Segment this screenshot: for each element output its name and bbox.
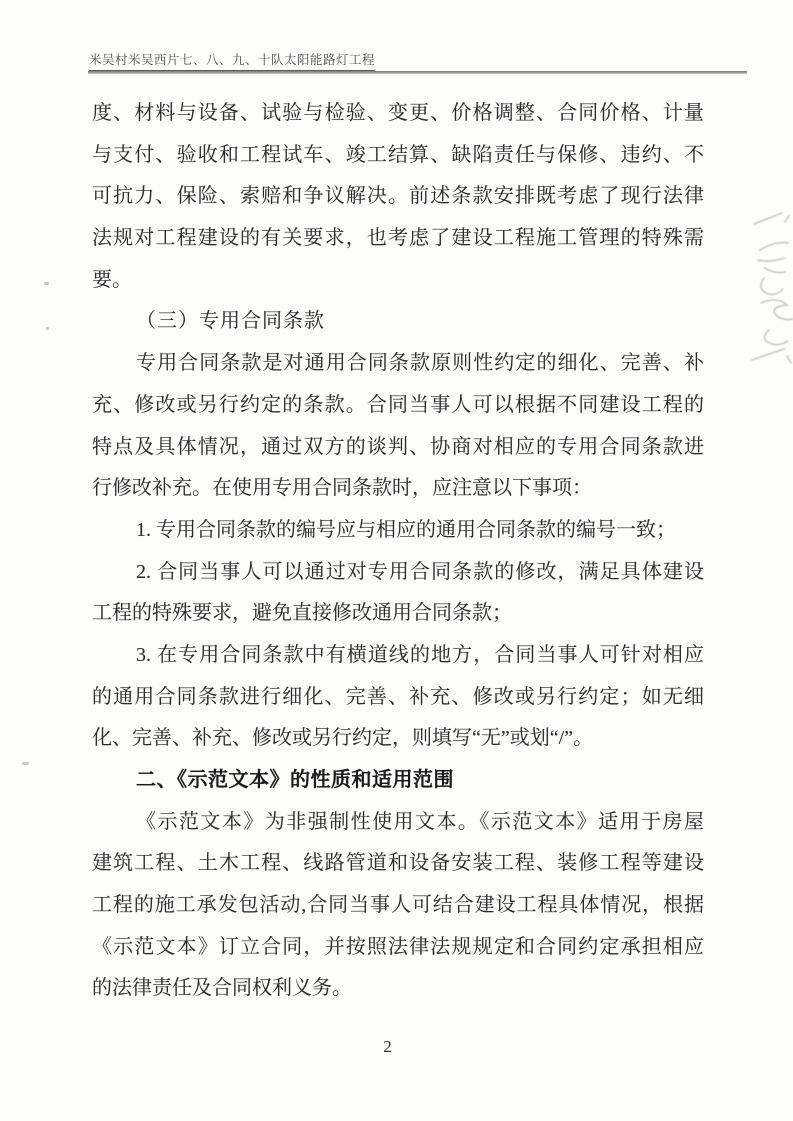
text-line: 化、完善、补充、修改或另行约定，则填写“无”或划“/”。 — [92, 727, 594, 750]
header-horizontal-rule — [88, 71, 747, 74]
block-paragraph — [92, 510, 704, 552]
page-header-project-title: 米吴村米吴西片七、八、九、十队太阳能路灯工程 — [89, 50, 375, 71]
text-line: 二、《示范文本》的性质和适用范围 — [136, 769, 454, 791]
block-paragraph — [92, 635, 704, 760]
text-line: 《示范文本》订立合同，并按照法律法规规定和合同约定承担相应 — [92, 935, 704, 958]
document-body — [92, 93, 704, 1010]
block-paragraph — [92, 343, 704, 510]
text-line: 与支付、验收和工程试车、竣工结算、缺陷责任与保修、违约、不 — [92, 143, 704, 166]
block-subheading — [92, 301, 704, 343]
block-paragraph — [92, 552, 704, 635]
text-line: 3. 在专用合同条款中有横道线的地方，合同当事人可针对相应 — [136, 643, 704, 666]
text-line: 特点及具体情况，通过双方的谈判、协商对相应的专用合同条款进 — [92, 435, 704, 458]
text-line: 充、修改或另行约定的条款。合同当事人可以根据不同建设工程的 — [92, 393, 704, 416]
scan-speck — [22, 762, 29, 765]
text-line: 专用合同条款是对通用合同条款原则性约定的细化、完善、补 — [136, 352, 704, 375]
text-line: 工程的施工承发包活动,合同当事人可结合建设工程具体情况，根据 — [92, 894, 704, 917]
text-line: （三）专用合同条款 — [136, 310, 325, 333]
text-line: 法规对工程建设的有关要求，也考虑了建设工程施工管理的特殊需 — [92, 227, 704, 250]
scan-speck — [46, 327, 49, 330]
text-line: 《示范文本》为非强制性使用文本。《示范文本》适用于房屋 — [136, 810, 704, 833]
page-number: 2 — [383, 1037, 392, 1056]
text-line: 可抗力、保险、索赔和争议解决。前述条款安排既考虑了现行法律 — [92, 185, 704, 208]
text-line: 1. 专用合同条款的编号应与相应的通用合同条款的编号一致； — [136, 518, 676, 541]
block-paragraph — [92, 93, 704, 301]
text-line: 的通用合同条款进行细化、完善、补充、修改或另行约定；如无细 — [92, 685, 704, 708]
text-line: 2. 合同当事人可以通过对专用合同条款的修改，满足具体建设 — [136, 560, 704, 583]
scan-speck — [44, 282, 49, 285]
text-line: 要。 — [92, 268, 132, 291]
text-line: 的法律责任及合同权利义务。 — [92, 977, 352, 1000]
text-line: 行修改补充。在使用专用合同条款时，应注意以下事项： — [92, 477, 592, 500]
block-heading — [92, 760, 704, 802]
text-line: 工程的特殊要求，避免直接修改通用合同条款； — [92, 602, 512, 625]
text-line: 建筑工程、土木工程、线路管道和设备安装工程、装修工程等建设 — [92, 852, 704, 875]
text-line: 度、材料与设备、试验与检验、变更、价格调整、合同价格、计量 — [92, 102, 704, 124]
ink-smudge-artifact — [742, 208, 793, 378]
ink-smudge-icon — [742, 208, 793, 378]
block-paragraph — [92, 802, 704, 1010]
